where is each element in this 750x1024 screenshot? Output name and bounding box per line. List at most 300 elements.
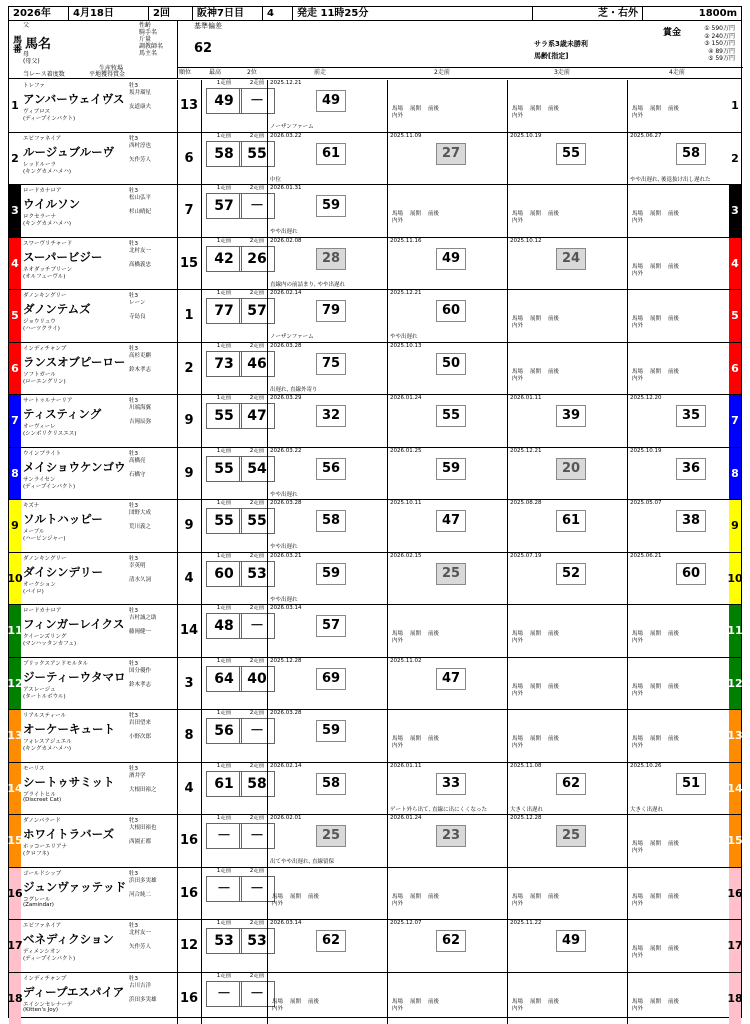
empty-label: 展開 [530,316,542,322]
past-race-3[interactable] [507,500,627,552]
top-index: 1走前 55 [206,508,242,534]
past-race-index: 58 [316,773,346,795]
past-race-empty [627,290,730,342]
horse-sex-age: 牝3 [129,713,138,719]
empty-grid [632,211,686,225]
empty-label: 前後 [668,998,680,1005]
empty-grid [392,999,446,1013]
past-race-2[interactable] [387,658,507,710]
past-race-index: 59 [436,458,466,480]
past-race-empty [267,868,387,920]
horse-name[interactable]: オーケーキュート [23,722,115,736]
empty-label: 内外 [632,270,644,277]
horse-name[interactable]: フィンガーレイクス [23,617,125,631]
empty-label: 馬場 [632,316,644,322]
header-breeder: 生産牧場 [99,65,124,72]
empty-grid [512,106,566,120]
waku-number-right: 17 [729,920,741,972]
empty-label: 展開 [650,998,662,1005]
waku-number-right: 4 [729,238,741,290]
past-race-1[interactable] [267,290,387,342]
past-race-date: 2026.01.31 [270,185,302,191]
horse-row [9,500,741,553]
past-race-1[interactable] [267,448,387,500]
waku-number-right: 7 [729,395,741,447]
past-race-3[interactable] [507,553,627,605]
empty-grid [512,369,566,383]
past-race-date: 2025.11.16 [390,237,422,244]
empty-label: 馬場 [512,211,524,217]
empty-grid [632,264,686,278]
past-race-empty [507,185,627,237]
empty-label: 馬場 [632,683,644,690]
horse-trainer: 鈴木孝志 [129,681,152,688]
empty-label: 前後 [668,316,680,322]
horse-bms: (タートルボウル) [23,693,66,700]
empty-label: 展開 [650,893,662,900]
past-race-1[interactable] [267,815,387,867]
divider [177,290,178,342]
divider [177,815,178,867]
past-race-note: ノーザンファーム [270,334,314,340]
horse-sex-age: 牡3 [129,188,138,194]
past-race-date: 2026.03.14 [270,605,302,611]
past-race-date: 2025.12.21 [390,290,422,296]
empty-label: 馬場 [632,998,644,1005]
top-index-label: 1走前 [216,132,232,139]
waku-number-right: 13 [729,710,741,762]
past-race-2[interactable] [387,395,507,447]
past-race-2[interactable] [387,448,507,500]
past-race-date: 2025.10.26 [630,762,662,769]
past-race-2[interactable] [387,553,507,605]
header-col-second: 2位 [247,69,257,76]
top-index: 1走前 55 [206,456,242,482]
horse-row [9,133,741,186]
empty-label: 前後 [668,736,680,742]
divider [201,500,202,552]
horse-bms: (シンボリクリスエス) [23,431,77,437]
second-index-label: 2走前 [249,657,265,664]
divider [177,133,178,185]
past-race-index: 59 [316,563,346,585]
waku-number-left: 18 [9,973,21,1024]
prize-4: ④ 89万円 [708,47,735,55]
horse-dam: ディメンシオン [23,949,61,955]
past-race-4[interactable] [627,763,730,815]
horse-trainer: 友道康夫 [129,104,152,110]
empty-label: 展開 [530,893,542,900]
empty-label: 内外 [392,113,404,119]
past-race-3[interactable] [507,448,627,500]
empty-label: 展開 [650,841,662,847]
horse-name[interactable]: ホワイトラバーズ [23,827,115,841]
past-race-empty [387,80,507,132]
past-race-note: 出遅れ, 直線外寄り [270,386,318,393]
horse-name[interactable]: スーパービジー [23,249,103,264]
past-race-empty [627,605,730,657]
horse-bms: (Kitten's Joy) [23,1006,58,1013]
prize-2: ② 240万円 [704,32,735,40]
horse-name[interactable]: ルージュブルーヴ [23,144,115,159]
waku-number-right: 2 [729,133,741,185]
past-race-note: 大きく出遅れ [630,806,664,813]
past-race-note: 大きく出遅れ [510,806,544,813]
past-race-2[interactable] [387,343,507,395]
empty-grid [392,894,446,908]
horse-name[interactable]: ウイルソン [23,197,81,211]
horse-dam: レッドルーラ [23,161,56,168]
past-race-3[interactable] [507,133,627,185]
past-race-date: 2025.11.22 [510,920,542,926]
past-race-date: 2025.07.19 [510,552,542,559]
empty-grid [632,736,686,750]
horse-row [9,80,741,133]
horse-jockey: 坂井瑠星 [129,90,152,96]
horse-name[interactable]: ダイシンデリー [23,564,103,579]
past-race-1[interactable] [267,80,387,132]
horse-name[interactable]: ダノンテムズ [23,302,91,316]
empty-label: 馬場 [632,106,644,112]
past-race-date: 2026.03.28 [270,342,302,349]
past-race-1[interactable] [267,133,387,185]
empty-grid [392,211,446,225]
past-race-2[interactable] [387,763,507,815]
empty-label: 展開 [650,316,662,322]
horse-bms: (ディープインパクト) [23,956,76,962]
past-race-3[interactable] [507,920,627,972]
horse-name[interactable]: ディープエスパイア [23,984,125,999]
top-index: 1走前 42 [206,246,242,272]
empty-grid [512,211,566,225]
second-index: 2走前 40 [239,666,275,692]
past-race-index: 79 [316,300,346,322]
past-race-4[interactable] [627,553,730,605]
past-race-date: 2025.06.27 [630,132,662,139]
empty-label: 展開 [290,998,302,1005]
header-col-last3: 3走前 [554,69,570,76]
empty-grid [632,369,686,383]
horse-sex-age: 牡3 [129,503,138,509]
empty-label: 展開 [530,998,542,1005]
second-index: 2走前 47 [239,403,275,429]
past-race-3[interactable] [507,395,627,447]
past-race-4[interactable] [627,395,730,447]
empty-label: 馬場 [512,106,524,112]
second-index-label: 2走前 [249,710,265,716]
horse-bms: (ハービンジャー) [23,536,66,542]
divider [201,553,202,605]
past-race-1[interactable] [267,920,387,972]
past-race-1[interactable] [267,238,387,290]
race-round: 2回 [149,7,193,20]
empty-label: 馬場 [632,211,644,217]
horse-name[interactable]: メイショウケンゴウ [23,459,126,474]
past-race-1[interactable] [267,395,387,447]
top-index: 1走前 73 [206,351,242,377]
horse-name[interactable]: ティスティング [23,407,102,421]
empty-label: 馬場 [632,263,644,270]
empty-grid [632,106,686,120]
past-race-date: 2025.11.09 [390,132,422,139]
horse-row [9,238,741,291]
second-index-label: 2走前 [249,447,265,454]
horse-name[interactable]: ベネディクション [23,932,114,946]
empty-label: 馬場 [632,631,644,637]
empty-label: 内外 [392,638,404,644]
horse-name[interactable]: シートゥサミット [23,774,115,789]
past-race-date: 2025.12.20 [630,395,662,401]
race-distance: 1800m [698,8,737,19]
empty-label: 馬場 [512,893,524,900]
past-race-1[interactable] [267,500,387,552]
past-race-index: 60 [436,300,466,322]
horse-dam: クイーンズリング [23,634,67,640]
past-race-empty [627,343,730,395]
second-index: 2走前 53 [239,928,275,954]
past-race-note: ゲート外ら出て, 直線に出にくくなった [390,806,487,813]
past-race-date: 2026.03.22 [270,447,302,454]
past-race-empty [627,815,730,867]
empty-label: 展開 [650,368,662,375]
past-race-date: 2025.11.02 [390,657,422,664]
past-race-index: 23 [436,825,466,847]
horse-row [9,710,741,763]
empty-grid [512,894,566,908]
horse-sire: モーリス [23,765,45,772]
past-race-date: 2026.02.15 [390,552,422,559]
past-race-empty [507,868,627,920]
past-race-index: 62 [316,930,346,952]
empty-label: 展開 [530,368,542,375]
second-index-label: 2走前 [249,815,265,821]
past-race-date: 2025.12.28 [270,657,302,664]
horse-trainer: 杉山晴紀 [129,209,152,215]
past-race-1[interactable] [267,605,387,657]
horse-trainer: 鈴木孝志 [129,366,152,373]
past-race-empty [507,605,627,657]
header-earnings: 平地獲得賞金 [89,71,126,78]
past-race-date: 2025.12.21 [270,80,302,86]
past-race-2[interactable] [387,238,507,290]
past-race-2[interactable] [387,920,507,972]
top-index-label: 1走前 [216,290,232,296]
divider [201,763,202,815]
past-race-4[interactable] [627,133,730,185]
past-race-1[interactable] [267,343,387,395]
past-race-empty [507,710,627,762]
past-race-note: やや出遅れ [270,229,298,235]
past-race-date: 2026.01.11 [510,395,542,401]
empty-label: 前後 [428,211,440,217]
top-index: 1走前 58 [206,141,242,167]
header-mother: 母 [23,51,30,58]
past-race-index: 59 [316,195,346,217]
horse-name[interactable]: アンバーウェイヴス [23,92,125,106]
horse-jockey: 高橋亮 [129,457,146,464]
past-race-date: 2026.03.22 [270,132,302,139]
horse-rank: 2 [184,360,194,376]
past-race-empty [507,80,627,132]
horse-trainer: 荒川義之 [129,524,152,530]
empty-grid [512,631,566,645]
horse-dam: メーブル [23,529,45,535]
horse-bms: (Zamindar) [23,901,54,908]
empty-label: 展開 [650,736,662,742]
horse-row [9,973,741,1024]
prize-5: ⑤ 59万円 [708,55,735,62]
divider [201,185,202,237]
horse-jockey: 北村友一 [129,930,152,936]
horse-name[interactable]: ジーティーウタマロ [23,669,126,684]
header-col-last4: 4走前 [669,69,685,76]
horse-rank: 9 [184,518,194,533]
past-race-1[interactable] [267,658,387,710]
second-index-label: 2走前 [249,395,265,401]
past-race-2[interactable] [387,500,507,552]
horse-sex-age: 牡3 [129,240,138,247]
horse-name[interactable]: ランスオブピーロー [23,354,126,369]
waku-number-left: 14 [9,763,21,815]
past-race-3[interactable] [507,763,627,815]
second-index: 2走前 － [239,981,275,1007]
past-race-1[interactable] [267,710,387,762]
empty-label: 内外 [632,375,644,382]
waku-number-right: 15 [729,815,741,867]
empty-label: 馬場 [272,893,284,900]
second-index-label: 2走前 [249,500,265,506]
past-race-4[interactable] [627,500,730,552]
empty-label: 馬場 [392,631,404,637]
past-race-empty [627,973,730,1024]
horse-rank: 4 [184,570,194,586]
horse-sire: インディチャンプ [23,975,67,982]
horse-bms: (キングカメハメハ) [23,746,72,752]
horse-sex-age: 牡3 [129,450,138,457]
horse-jockey: 松山弘平 [129,195,152,201]
past-race-1[interactable] [267,185,387,237]
empty-label: 前後 [668,106,680,112]
past-race-date: 2025.10.19 [630,447,662,454]
past-race-index: 69 [316,668,346,690]
horse-rank: 16 [179,885,199,901]
empty-label: 内外 [632,218,644,224]
header-sexage: 性齢 [139,22,152,29]
horse-row [9,763,741,816]
waku-number-left: 11 [9,605,21,657]
horse-bms: (ハーツクライ) [23,326,60,332]
header-father: 父 [23,22,30,29]
past-race-2[interactable] [387,133,507,185]
horse-rank: 6 [184,150,194,166]
horse-trainer: 西園正都 [129,839,152,845]
past-race-note: やや出遅れ, 後退抜け出し遅れた [630,176,711,183]
empty-label: 内外 [632,323,644,329]
horse-sire: エピファネイア [23,135,62,142]
past-race-2[interactable] [387,290,507,342]
horse-jockey: 国分優作 [129,667,152,674]
past-race-date: 2025.12.07 [390,920,422,926]
second-index-label: 2走前 [249,552,265,559]
past-race-2[interactable] [387,815,507,867]
divider [201,133,202,185]
past-race-empty [267,973,387,1024]
waku-number-right: 5 [729,290,741,342]
past-race-date: 2025.08.28 [510,500,542,506]
past-race-empty [387,605,507,657]
horse-rank: 9 [184,465,194,481]
empty-label: 内外 [632,113,644,119]
waku-number-left: 8 [9,448,21,500]
header-col-rank: 順位 [179,69,192,76]
waku-number-left: 13 [9,710,21,762]
empty-label: 馬場 [512,631,524,637]
second-index-label: 2走前 [249,132,265,139]
horse-sex-age: 牡3 [129,345,138,352]
horse-row [9,920,741,973]
past-race-index: 35 [676,405,706,427]
horse-sex-age: 牝3 [129,818,138,824]
second-index-label: 2走前 [249,920,265,926]
horse-name[interactable]: ソルトハッピー [23,512,103,526]
past-race-note: 直線内の前詰まり, やや出遅れ [270,281,345,288]
empty-grid [512,316,566,330]
waku-number-left: 2 [9,133,21,185]
empty-label: 前後 [548,893,560,900]
waku-number-right: 11 [729,605,741,657]
second-index-label: 2走前 [249,972,265,979]
horse-sex-age: 牡3 [129,293,138,299]
header-weight: 斤量 [139,36,152,43]
waku-number-right: 6 [729,343,741,395]
past-race-index: 49 [556,930,586,952]
past-race-date: 2026.01.11 [390,762,422,769]
past-race-date: 2025.10.19 [510,132,542,139]
top-index-label: 1走前 [216,552,232,559]
second-index-label: 2走前 [249,290,265,296]
second-index: 2走前 － [239,193,275,219]
horse-dam: ソフトガール [23,371,56,378]
empty-label: 前後 [548,683,560,690]
waku-number-right: 18 [729,973,741,1024]
empty-label: 内外 [272,1005,284,1012]
horse-sire: ウインブライト [23,450,62,457]
past-race-4[interactable] [627,448,730,500]
past-race-3[interactable] [507,238,627,290]
empty-label: 内外 [512,1005,524,1012]
empty-grid [632,841,686,855]
past-race-1[interactable] [267,763,387,815]
horse-bms: (キングカメハメハ) [23,221,72,227]
empty-label: 内外 [632,953,644,959]
past-race-index: 61 [316,143,346,165]
horse-name[interactable]: ジュンヴァッテッド [23,879,127,894]
past-race-date: 2025.10.12 [510,237,542,244]
empty-label: 前後 [668,211,680,217]
past-race-empty [387,868,507,920]
prize-label: 賞金 [662,28,681,38]
past-race-3[interactable] [507,815,627,867]
horse-dam: ジョウリュウ [23,319,56,325]
empty-label: 前後 [668,368,680,375]
past-race-1[interactable] [267,553,387,605]
prize-list [704,25,735,63]
waku-number-right: 10 [729,553,741,605]
top-index: 1走前 61 [206,771,242,797]
divider [201,290,202,342]
horse-bms: (マンハッタンカフェ) [23,641,77,647]
horse-sire: ブリックスアンドモルタル [23,660,89,667]
